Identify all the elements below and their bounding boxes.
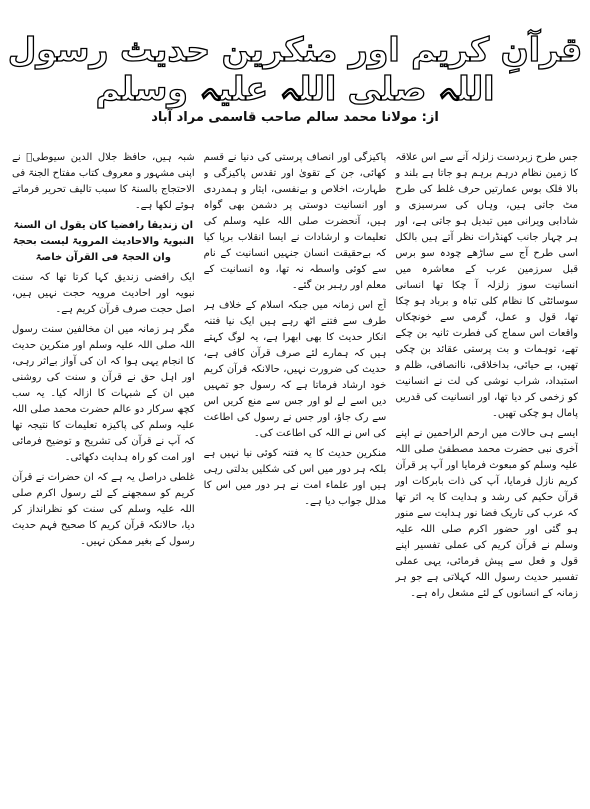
paragraph: ایسے ہی حالات میں ارحم الراحمین نے اپنے آخری نبی حضرت محمد مصطفیٰ صلی اللہ علیہ وسلم کو مبعوث فرمایا اور آپ پر قرآن کریم نازل فرمایا، آپ کی ذات بابرکات اور قرآن حکیم کی رشد و ہدایت کا یہ اثر تھا کہ عرب کی تاریک فضا نور ہدایت سے منور ہو گئی اور حضور اکرم صلی اللہ علیہ وسلم نے قرآن کریم کی عملی تفسیر اپنے قول و فعل سے پیش فرمائی، یہی عملی تفسیر حدیث رسول اللہ کہلاتی ہے جو ہر زمانہ کے انسانوں کے لئے مشعل راہ ہے۔ (395, 428, 578, 599)
paragraph: جس طرح زبردست زلزلہ آنے سے اس علاقہ کا زمین نظام درہم برہم ہو جاتا ہے بلند و بالا فلک بوس عمارتیں حرف غلط کی طرح مٹ جاتی ہیں، وہاں کی سرسبزی و شادابی ویرانی میں تبدیل ہو جاتی ہے، اور ہر چہار جانب کھنڈرات نظر آتے ہیں بالکل اسی طرح آج سے ساڑھے چودہ سو برس قبل سرزمین عرب کے معاشرہ میں انسانیت سوز زلزلہ آ چکا تھا انسانی سوسائٹی کا نظام کلی تباہ و برباد ہو چکا تھا، قول و عمل، گرمی سے خونچکاں واقعات اس سماج کی فطرت ثانیہ بن چکے تھے، توہمات و بت پرستی عقائد بن چکی تھیں، بے حیائی، بداخلاقی، ناانصافی، ظلم و استبداد، شراب نوشی کی لت نے انسانیت کو زخمی کر دیا تھا، اور انسانیت کی قدریں پامال ہو چکی تھیں۔ (395, 152, 578, 419)
article-body (12, 150, 578, 805)
column-left (12, 150, 195, 805)
paragraph: پاکیزگی اور انصاف پرستی کی دنیا نے قسم کھائی، جن کے تقویٰ اور تقدس پاکیزگی و طہارت، اخلاص و بےنفسی، ایثار و ہمدردی اور انسانیت دوستی پر دشمن بھی گواہ ہیں، آنحضرت صلی اللہ علیہ وسلم کی تعلیمات و ارشادات نے ایسا انقلاب برپا کیا کہ بےحقیقت انسان جنہیں انسانیت کے نام سے کوئی واسطہ نہ تھا، وہ انسانیت کے معلم اور رہبر بن گئے۔ (203, 152, 387, 291)
paragraph: ایک رافضی زندیق کہا کرتا تھا کہ سنت نبویہ اور احادیث مرویہ حجت نہیں ہیں، اصل حجت صرف قرآن کریم ہے۔ (11, 272, 195, 315)
column-right (395, 150, 578, 805)
paragraph: شبہ ہیں، حافظ جلال الدین سیوطیؒ نے اپنی مشہور و معروف کتاب مفتاح الجنۃ فی الاحتجاج بالسنۃ کا سبب تالیف تحریر فرماتے ہوئے لکھا ہے۔ (11, 152, 195, 211)
paragraph: مگر ہر زمانہ میں ان مخالفین سنت رسول اللہ صلی اللہ علیہ وسلم اور منکرین حدیث کا انجام یہی ہوا کہ ان کی آواز بےاثر رہی، اور اہل حق نے قرآن و سنت کی روشنی میں ان کے شبہات کا ازالہ کیا۔ یہ سب کچھ سرکار دو عالم حضرت محمد صلی اللہ علیہ وسلم کی پاکیزہ تعلیمات کا نتیجہ تھا کہ آپ نے قرآن کی تشریح و توضیح فرمائی اور امت کو راہ ہدایت دکھائی۔ (11, 324, 195, 463)
paragraph: آج اس زمانہ میں جبکہ اسلام کے خلاف ہر طرف سے فتنے اٹھ رہے ہیں ایک نیا فتنہ انکار حدیث کا بھی ابھرا ہے، یہ لوگ کہتے ہیں کہ ہمارے لئے صرف قرآن کافی ہے، حدیث کی ضرورت نہیں، حالانکہ قرآن کریم خود ارشاد فرماتا ہے کہ رسول جو تمہیں دیں اسے لے لو اور جس سے منع کریں اس سے رک جاؤ، اور جس نے رسول کی اطاعت کی اس نے اللہ کی اطاعت کی۔ (203, 300, 387, 439)
article-author: از: مولانا محمد سالم صاحب قاسمی مراد آباد (151, 110, 439, 125)
paragraph: غلطی دراصل یہ ہے کہ ان حضرات نے قرآن کریم کو سمجھنے کے لئے رسول اکرم صلی اللہ علیہ وسلم کی سنت کو نظرانداز کر دیا، حالانکہ قرآن کریم کا صحیح فہم حدیث رسول کے بغیر ممکن نہیں۔ (11, 472, 195, 547)
arabic-quotation: ان زندیقا رافضیا کان یقول ان السنۃ النبویۃ والاحادیث المرویۃ لیست بحجۃ وان الحجۃ فی القرآن خاصۃ (12, 220, 194, 263)
article-title: قرآنِ کریم اور منکرین حدیث رسول اللہ صلی اللہ علیہ وسلم (7, 30, 583, 108)
paragraph: منکرین حدیث کا یہ فتنہ کوئی نیا نہیں ہے بلکہ ہر دور میں اس کی شکلیں بدلتی رہی ہیں اور علماء امت نے ہر دور میں اس کا مدلل جواب دیا ہے۔ (203, 448, 387, 507)
column-middle (204, 150, 387, 805)
